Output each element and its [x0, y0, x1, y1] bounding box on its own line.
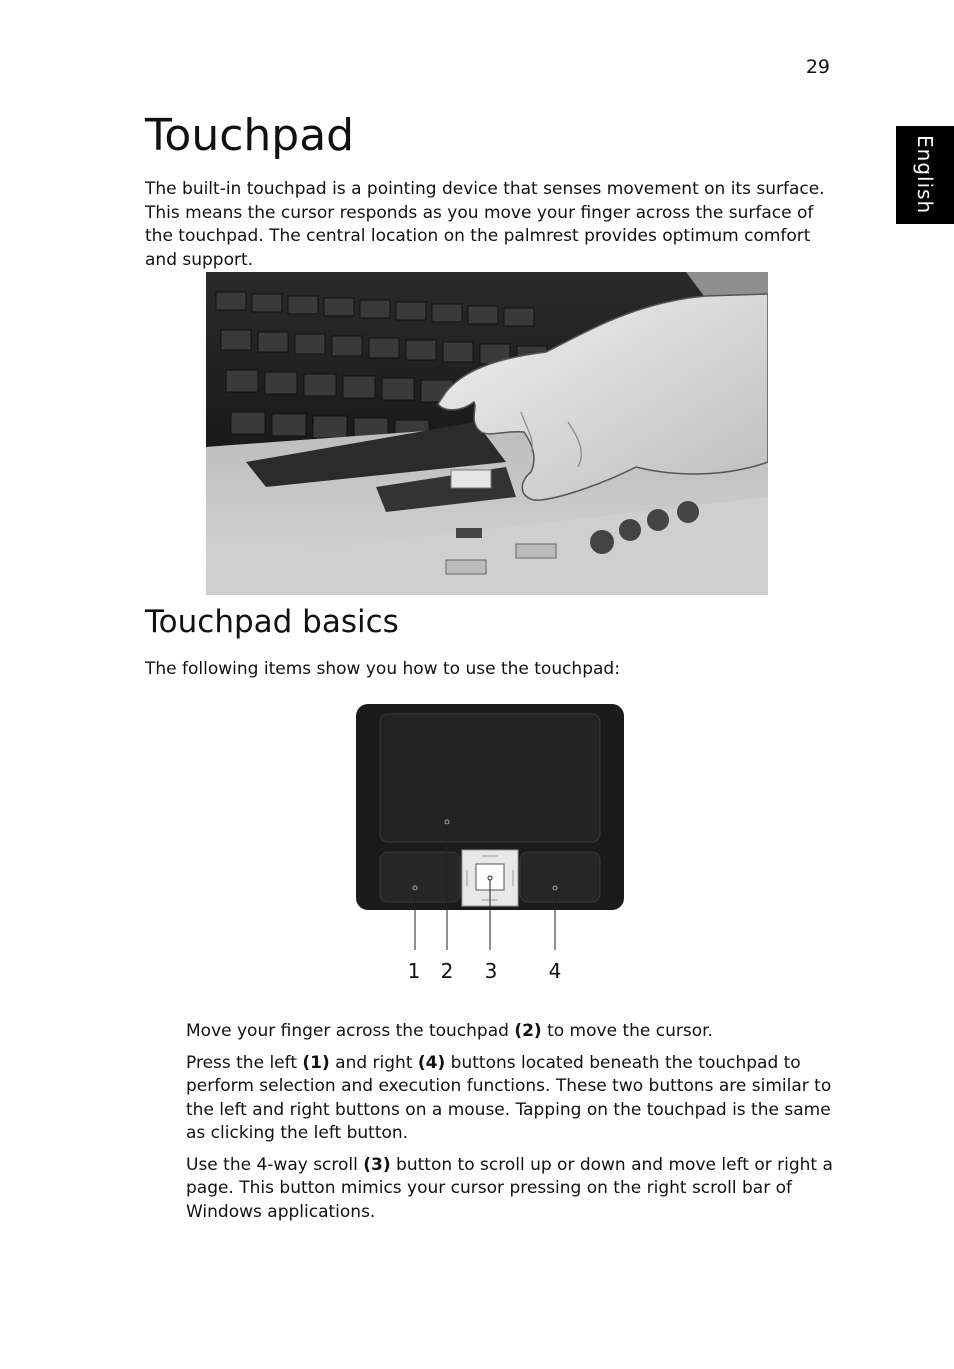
callout-label-2: 2 [440, 959, 454, 983]
language-tab [896, 126, 954, 224]
language-tab-label: English [913, 135, 937, 215]
page-title: Touchpad [145, 110, 355, 161]
usage-list [186, 1020, 836, 1232]
touchpad-photo [206, 272, 768, 595]
section-lead: The following items show you how to use the touchpad: [145, 659, 620, 679]
callout-label-4: 4 [548, 959, 562, 983]
page-number: 29 [805, 56, 830, 78]
list-item: Move your finger across the touchpad (2) to move the cursor. [186, 1021, 713, 1041]
callout-label-1: 1 [407, 959, 421, 983]
list-item: Press the left (1) and right (4) buttons located beneath the touchpad to perform selection and execution functions. These two buttons are similar to the left and right buttons on a mouse. Tapping on the touchpad is the same as clicking the left button. [186, 1052, 832, 1143]
section-title: Touchpad basics [145, 604, 399, 640]
touchpad-diagram [350, 700, 630, 990]
callout-label-3: 3 [484, 959, 498, 983]
intro-paragraph: The built-in touchpad is a pointing device that senses movement on its surface. This means the cursor responds as you move your finger across the surface of the touchpad. The central location on the palmrest provides optimum comfort and support. [145, 179, 825, 270]
list-item: Use the 4-way scroll (3) button to scroll up or down and move left or right a page. This button mimics your cursor pressing on the right scroll bar of Windows applications. [186, 1154, 833, 1222]
